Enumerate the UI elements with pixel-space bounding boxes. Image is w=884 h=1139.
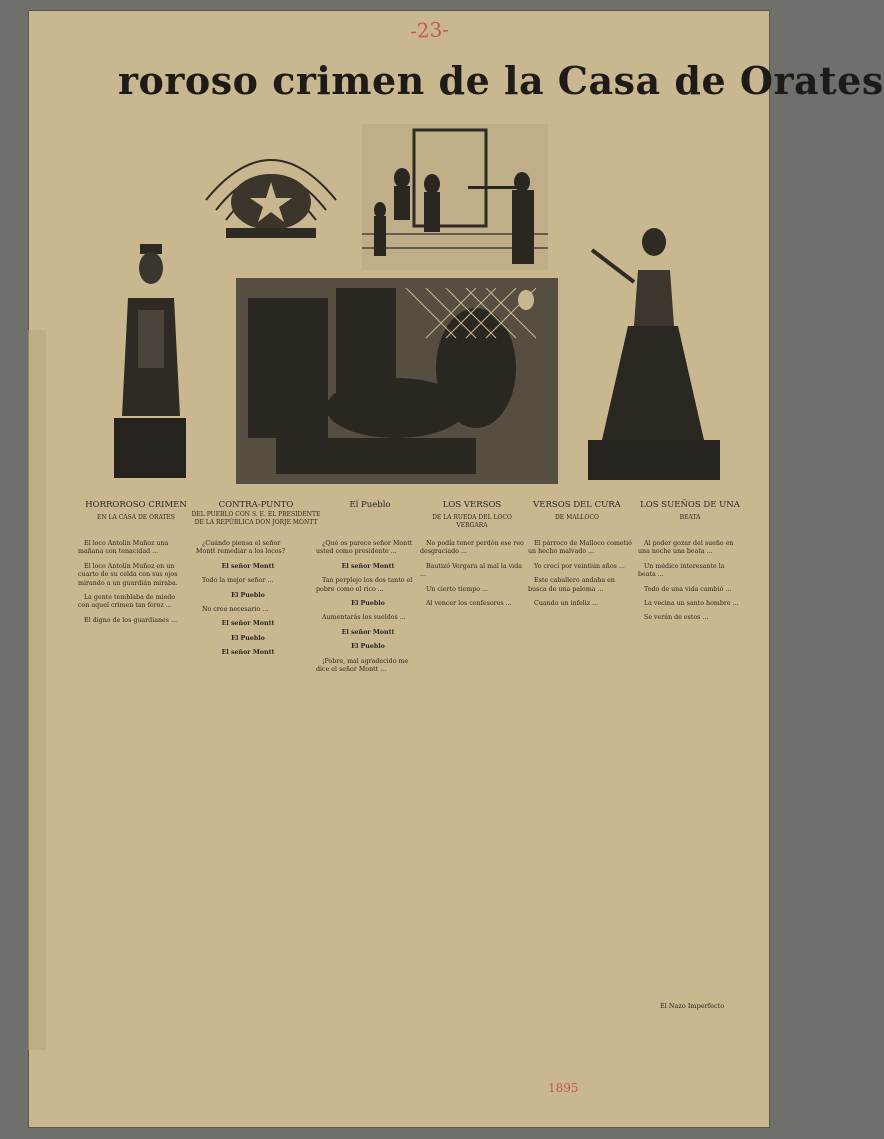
paragraph: Bautizó Vergara al mal la vida ... <box>420 562 522 579</box>
paragraph: El párroco de Malloco cometió un hecho malvado ... <box>528 540 632 556</box>
coat-of-arms-illustration <box>196 140 346 244</box>
column-subheading-6: BEATA <box>679 514 701 521</box>
paragraph: El digno de los guardianes ... <box>84 616 178 624</box>
column-subheading-4: DE LA RUEDA DEL LOCO VERGARA <box>432 514 512 529</box>
paragraph: ¡Pobre, mal agradecido me dice el señor Montt ... <box>316 657 409 674</box>
column-3-text <box>316 540 420 1020</box>
section-label: El Pueblo <box>351 600 385 608</box>
column-heading-5: VERSOS DEL CURA <box>533 500 621 510</box>
paragraph: Un cierto tiempo ... <box>426 585 489 593</box>
paragraph: Yo crecí por veintiún años ... <box>534 562 625 570</box>
column-heading-3: El Pueblo <box>349 500 391 510</box>
year-annotation: 1895 <box>548 1081 579 1095</box>
column-heading-6: LOS SUEÑOS DE UNA <box>640 500 740 510</box>
crime-scene-illustration <box>236 278 558 484</box>
paragraph: Un médico interesante la beata ... <box>638 562 725 579</box>
signature: El Nazo Imperfecto <box>660 1002 725 1010</box>
paragraph: Cuando un infeliz ... <box>534 600 599 608</box>
section-label: El señor Montt <box>341 562 395 570</box>
paragraph: Todo la mejor señor ... <box>202 577 274 585</box>
section-label: El señor Montt <box>221 562 275 570</box>
section-label: El Pueblo <box>351 643 385 651</box>
page-number: -23- <box>409 16 450 44</box>
paragraph: ¿Qué os parece señor Montt usted como presidente ... <box>316 540 413 556</box>
paragraph: La gente temblaba de miedo con aquel crimen tan feroz ... <box>78 594 176 610</box>
paragraph: No creo necesario ... <box>202 606 269 614</box>
column-heading-1: HORROROSO CRIMEN <box>85 500 187 510</box>
paragraph: Este caballero andaba en busca de una paloma ... <box>528 577 615 593</box>
paragraph: Al vencer los confesores ... <box>426 600 512 608</box>
paragraph: Se verán de estos ... <box>644 614 709 622</box>
paragraph: Todo de una vida cambió ... <box>644 585 732 593</box>
column-subheading-5: DE MALLOCO <box>555 514 599 521</box>
paper-fold-shadow <box>28 330 46 1050</box>
column-1-text <box>78 540 182 1040</box>
section-label: El señor Montt <box>221 620 275 628</box>
paragraph: La vecina un santo hombre ... <box>644 600 739 608</box>
column-subheading-2: DEL PUEBLO CON S. E. EL PRESIDENTE DE LA REPÚBLICA DON JORJE MONTT <box>191 511 321 526</box>
paragraph: El loco Antolín Muñoz en un cuarto de su celda con sus ojos mirando a un guardián miraba. <box>78 562 178 587</box>
section-label: El señor Montt <box>221 649 275 657</box>
paragraph: Al poder gozar del sueño en una noche una beata ... <box>638 540 734 556</box>
column-4-text <box>420 540 524 1020</box>
page-title: roroso crimen de la Casa de Orates <box>118 58 884 103</box>
paragraph: ¿Cuándo piensa el señor Montt remediar a los locos? <box>196 540 286 556</box>
section-label: El Pueblo <box>231 591 265 599</box>
execution-scene-illustration <box>362 124 548 270</box>
saint-figure-illustration <box>110 238 190 482</box>
column-subheading-1: EN LA CASA DE ORATES <box>96 514 176 521</box>
column-6-text <box>638 540 742 990</box>
column-2-text <box>196 540 300 1040</box>
column-5-text <box>528 540 632 1000</box>
beata-figure-illustration <box>588 226 720 482</box>
paragraph: No podía tener perdón ese reo desgraciado ... <box>420 540 524 556</box>
section-label: El señor Montt <box>341 628 395 636</box>
column-heading-4: LOS VERSOS <box>442 500 502 510</box>
paragraph: El loco Antolín Muñoz una mañana con tenacidad ... <box>78 540 169 556</box>
section-label: El Pueblo <box>231 634 265 642</box>
paragraph: Tan perplejo los dos tanto el pobre como el rico ... <box>316 577 413 593</box>
column-heading-2: CONTRA-PUNTO <box>218 500 294 510</box>
paragraph: Aumentarás los sueldos ... <box>322 614 406 622</box>
